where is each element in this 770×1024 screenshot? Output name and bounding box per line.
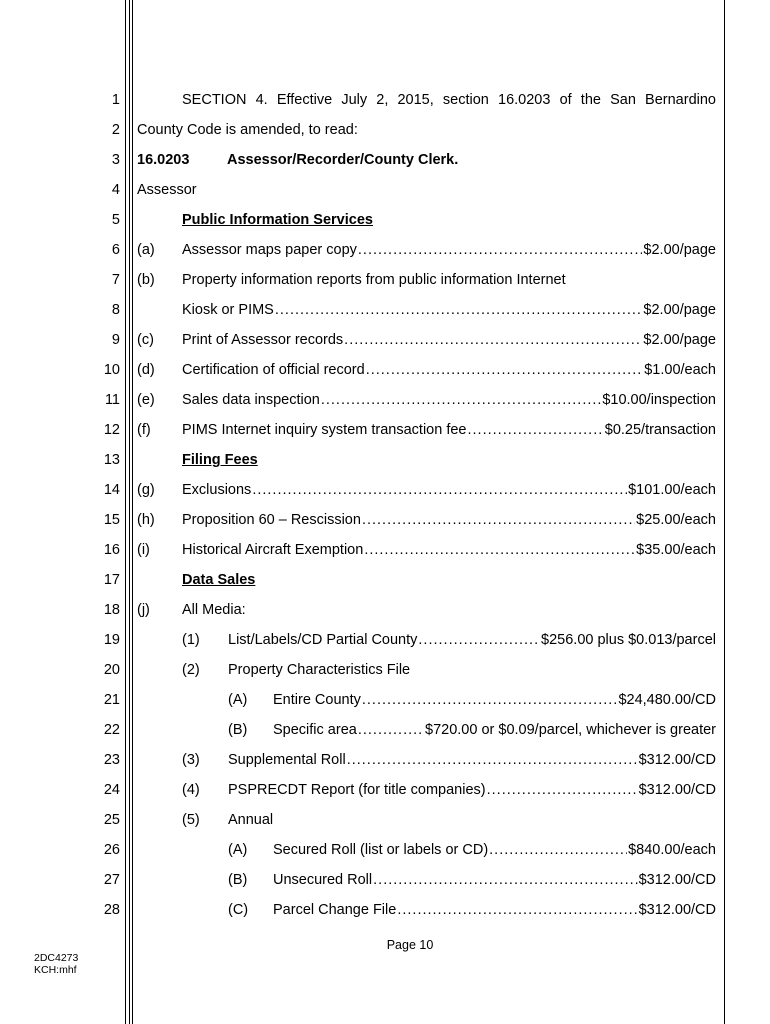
intro-line-1: SECTION 4. Effective July 2, 2015, section 16.0203 of the San Bernardino — [182, 92, 716, 108]
fee-line-media-2b — [273, 721, 716, 739]
dot-leader — [487, 781, 638, 799]
media-label-5: (5) — [182, 812, 200, 828]
section-title: Assessor/Recorder/County Clerk. — [227, 152, 459, 168]
item-label-d: (d) — [137, 362, 155, 378]
media-label-2a: (A) — [228, 692, 248, 708]
page-number: Page 10 — [386, 938, 434, 952]
item-label-j: (j) — [137, 602, 150, 618]
fee-amount: $2.00/page — [643, 242, 716, 258]
fee-line-h — [182, 511, 716, 529]
line-number: 26 — [103, 842, 120, 858]
fee-line-media-3 — [228, 751, 716, 769]
fee-line-i — [182, 541, 716, 559]
fee-line-media-5b — [273, 871, 716, 889]
fee-description: Certification of official record — [182, 362, 365, 378]
fee-description: List/Labels/CD Partial County — [228, 632, 418, 648]
dot-leader — [489, 841, 627, 859]
line-number: 6 — [111, 242, 120, 258]
dot-leader — [468, 421, 604, 439]
department-label: Assessor — [137, 182, 197, 198]
item-label-b: (b) — [137, 272, 155, 288]
left-margin-rule-2 — [129, 0, 130, 1024]
dot-leader — [362, 691, 618, 709]
fee-amount: $312.00/CD — [638, 872, 716, 888]
line-number: 28 — [103, 902, 120, 918]
item-label-c: (c) — [137, 332, 154, 348]
line-number: 4 — [111, 182, 120, 198]
line-number: 22 — [103, 722, 120, 738]
fee-line-d — [182, 361, 716, 379]
left-margin-rule-3 — [132, 0, 133, 1024]
media-text-5: Annual — [228, 812, 274, 828]
fee-amount: $2.00/page — [643, 302, 716, 318]
fee-description: Print of Assessor records — [182, 332, 344, 348]
line-number: 7 — [111, 272, 120, 288]
fee-description: PIMS Internet inquiry system transaction fee — [182, 422, 467, 438]
fee-line-media-5c — [273, 901, 716, 919]
intro-line-2: County Code is amended, to read: — [137, 122, 358, 138]
fee-description: Entire County — [273, 692, 361, 708]
dot-leader — [397, 901, 637, 919]
dot-leader — [344, 331, 642, 349]
fee-amount: $10.00/inspection — [602, 392, 716, 408]
fee-line-e — [182, 391, 716, 409]
dot-leader — [275, 301, 643, 319]
line-number: 10 — [103, 362, 120, 378]
fee-amount: $840.00/each — [628, 842, 716, 858]
dot-leader — [362, 511, 635, 529]
fee-description: Specific area — [273, 722, 357, 738]
fee-line-b — [182, 301, 716, 319]
fee-line-c — [182, 331, 716, 349]
line-number: 2 — [111, 122, 120, 138]
dot-leader — [321, 391, 601, 409]
fee-amount: $0.25/transaction — [604, 422, 716, 438]
line-number: 17 — [103, 572, 120, 588]
line-number: 5 — [111, 212, 120, 228]
line-number: 8 — [111, 302, 120, 318]
item-label-h: (h) — [137, 512, 155, 528]
fee-description: Historical Aircraft Exemption — [182, 542, 364, 558]
item-label-f: (f) — [137, 422, 151, 438]
dot-leader — [347, 751, 638, 769]
media-label-4: (4) — [182, 782, 200, 798]
line-number: 3 — [111, 152, 120, 168]
media-label-2: (2) — [182, 662, 200, 678]
fee-line-media-5a — [273, 841, 716, 859]
fee-description-b-line-1: Property information reports from public information Internet — [182, 272, 566, 288]
fee-amount: $1.00/each — [644, 362, 716, 378]
section-number: 16.0203 — [137, 152, 190, 168]
line-number: 20 — [103, 662, 120, 678]
fee-amount: $720.00 or $0.09/parcel, whichever is greater — [425, 722, 716, 738]
line-number: 25 — [103, 812, 120, 828]
line-number: 15 — [103, 512, 120, 528]
heading-public-information-services: Public Information Services — [182, 212, 373, 228]
heading-filing-fees: Filing Fees — [182, 452, 258, 468]
right-margin-rule — [724, 0, 725, 1024]
fee-line-media-4 — [228, 781, 716, 799]
author-initials: KCH:mhf — [34, 964, 77, 976]
line-number: 1 — [111, 92, 120, 108]
line-number: 12 — [103, 422, 120, 438]
fee-description: PSPRECDT Report (for title companies) — [228, 782, 486, 798]
fee-line-media-1 — [228, 631, 716, 649]
line-number: 27 — [103, 872, 120, 888]
item-label-i: (i) — [137, 542, 150, 558]
line-number: 18 — [103, 602, 120, 618]
fee-amount: $25.00/each — [636, 512, 716, 528]
dot-leader — [358, 721, 424, 739]
media-label-5b: (B) — [228, 872, 248, 888]
media-text-2: Property Characteristics File — [228, 662, 411, 678]
fee-description: Parcel Change File — [273, 902, 397, 918]
fee-amount: $35.00/each — [636, 542, 716, 558]
fee-description: Exclusions — [182, 482, 252, 498]
line-number: 19 — [103, 632, 120, 648]
fee-line-g — [182, 481, 716, 499]
item-label-g: (g) — [137, 482, 155, 498]
dot-leader — [366, 361, 644, 379]
media-label-5c: (C) — [228, 902, 249, 918]
fee-description: Kiosk or PIMS — [182, 302, 274, 318]
fee-description: Proposition 60 – Rescission — [182, 512, 361, 528]
document-id: 2DC4273 — [34, 952, 79, 964]
fee-description: Assessor maps paper copy — [182, 242, 357, 258]
fee-description: Supplemental Roll — [228, 752, 346, 768]
fee-amount: $2.00/page — [643, 332, 716, 348]
item-text-j: All Media: — [182, 602, 246, 618]
fee-amount: $24,480.00/CD — [618, 692, 716, 708]
media-label-2b: (B) — [228, 722, 248, 738]
dot-leader — [252, 481, 627, 499]
line-number: 14 — [103, 482, 120, 498]
item-label-a: (a) — [137, 242, 155, 258]
fee-amount: $256.00 plus $0.013/parcel — [541, 632, 716, 648]
media-label-3: (3) — [182, 752, 200, 768]
fee-amount: $101.00/each — [628, 482, 716, 498]
fee-amount: $312.00/CD — [638, 752, 716, 768]
fee-description: Unsecured Roll — [273, 872, 373, 888]
fee-description: Sales data inspection — [182, 392, 320, 408]
dot-leader — [364, 541, 635, 559]
line-number: 13 — [103, 452, 120, 468]
dot-leader — [418, 631, 540, 649]
fee-line-media-2a — [273, 691, 716, 709]
line-number: 21 — [103, 692, 120, 708]
line-number: 24 — [103, 782, 120, 798]
left-margin-rule-1 — [125, 0, 126, 1024]
item-label-e: (e) — [137, 392, 155, 408]
fee-line-a — [182, 241, 716, 259]
heading-data-sales: Data Sales — [182, 572, 256, 588]
fee-line-f — [182, 421, 716, 439]
line-number: 23 — [103, 752, 120, 768]
fee-amount: $312.00/CD — [638, 782, 716, 798]
line-number: 11 — [104, 392, 120, 408]
line-number: 9 — [111, 332, 120, 348]
dot-leader — [373, 871, 637, 889]
fee-description: Secured Roll (list or labels or CD) — [273, 842, 489, 858]
media-label-1: (1) — [182, 632, 200, 648]
line-number: 16 — [103, 542, 120, 558]
media-label-5a: (A) — [228, 842, 248, 858]
dot-leader — [358, 241, 643, 259]
fee-amount: $312.00/CD — [638, 902, 716, 918]
